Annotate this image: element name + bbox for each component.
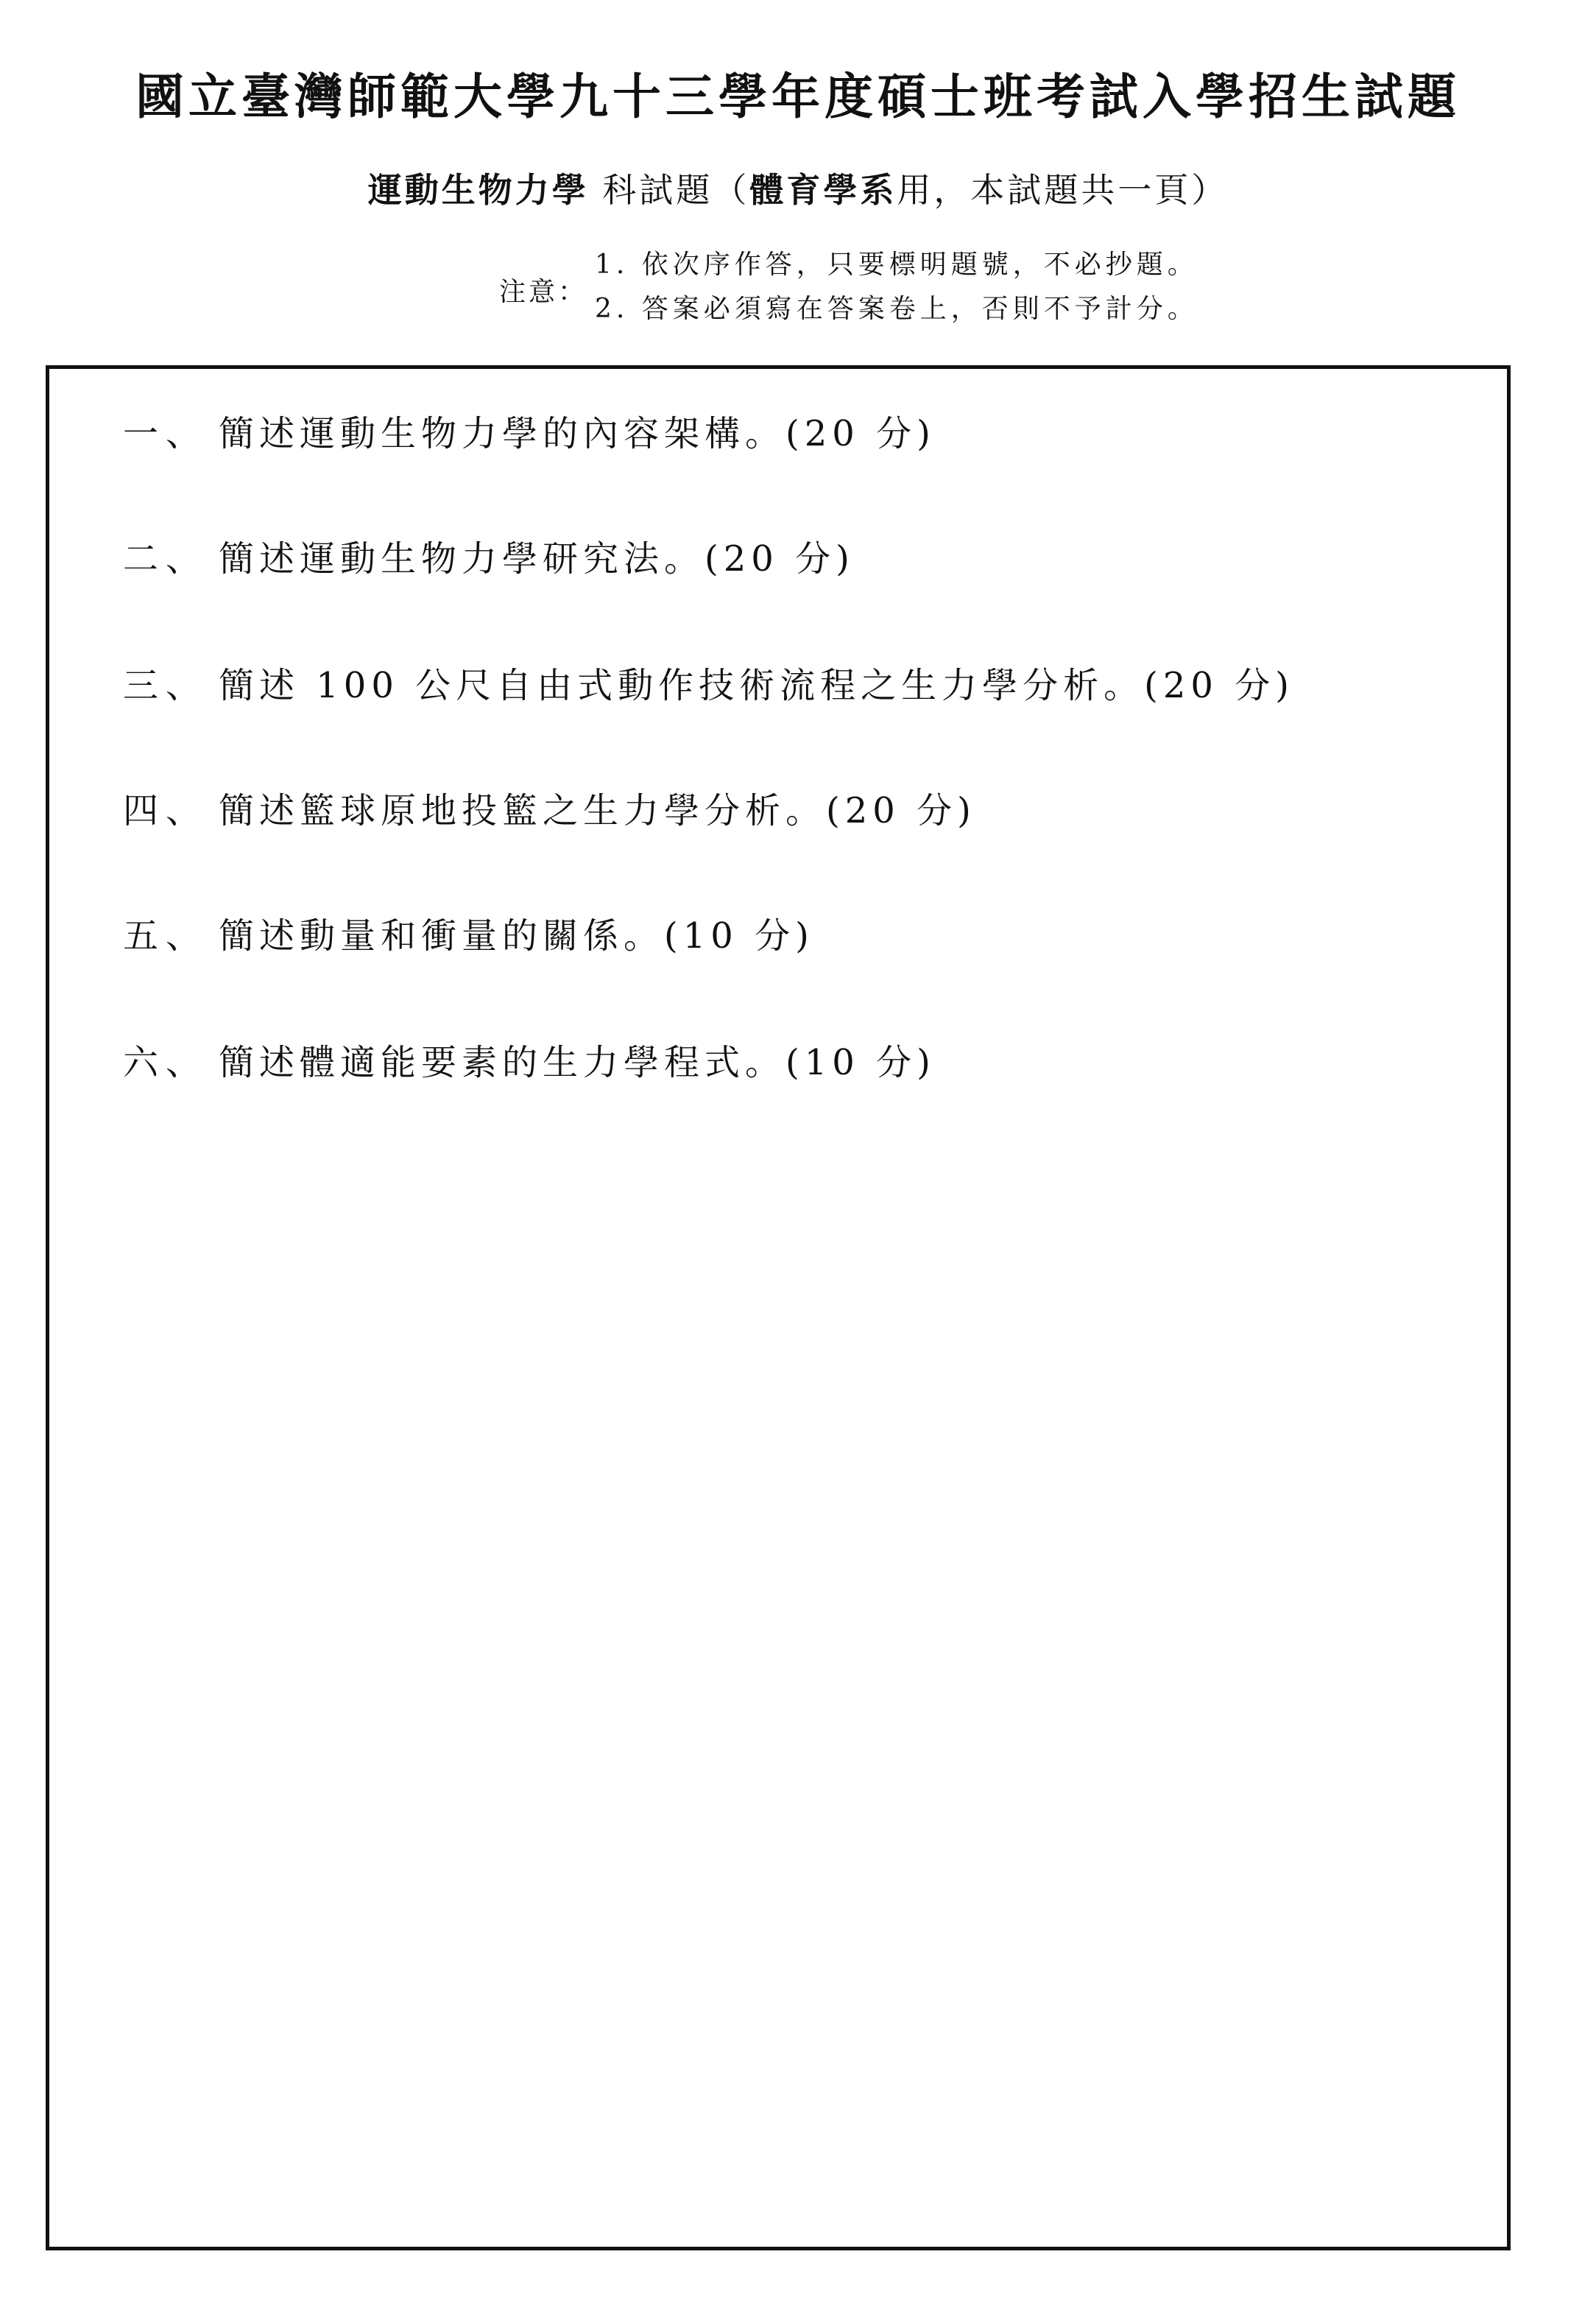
question-item xyxy=(123,789,976,833)
notice-list xyxy=(595,243,1198,331)
notice-item: 1. 依次序作答，只要標明題號，不必抄題。 xyxy=(595,250,1198,280)
question-item xyxy=(123,537,855,581)
notice-item: 2. 答案必須寫在答案卷上，否則不予計分。 xyxy=(595,294,1198,324)
question-number: 二、 xyxy=(123,538,209,580)
question-number: 六、 xyxy=(123,1042,209,1083)
question-number: 一、 xyxy=(123,413,209,454)
question-frame xyxy=(46,365,1511,2250)
exam-title: 國立臺灣師範大學九十三學年度碩士班考試入學招生試題 xyxy=(135,68,1461,125)
question-number: 五、 xyxy=(123,915,209,957)
exam-subtitle xyxy=(0,163,1596,212)
question-item xyxy=(123,914,814,958)
question-number: 四、 xyxy=(123,790,209,831)
question-text: 簡述運動生物力學研究法。(20 分) xyxy=(219,538,855,580)
question-text: 簡述籃球原地投籃之生力學分析。(20 分) xyxy=(219,790,976,831)
question-item xyxy=(123,412,936,456)
department-suffix: 用，本試題共一頁） xyxy=(897,170,1229,210)
subject-suffix: 科試題（ xyxy=(602,170,750,210)
question-item xyxy=(123,663,1294,708)
notice-label: 注意： xyxy=(499,277,588,307)
question-text: 簡述運動生物力學的內容架構。(20 分) xyxy=(219,413,936,454)
question-text: 簡述 100 公尺自由式動作技術流程之生力學分析。(20 分) xyxy=(219,665,1294,706)
question-text: 簡述體適能要素的生力學程式。(10 分) xyxy=(219,1042,936,1083)
subject-name: 運動生物力學 xyxy=(367,170,589,210)
question-item xyxy=(123,1041,936,1085)
question-text: 簡述動量和衝量的關係。(10 分) xyxy=(219,915,814,957)
question-number: 三、 xyxy=(123,665,209,706)
department-name: 體育學系 xyxy=(749,170,897,210)
